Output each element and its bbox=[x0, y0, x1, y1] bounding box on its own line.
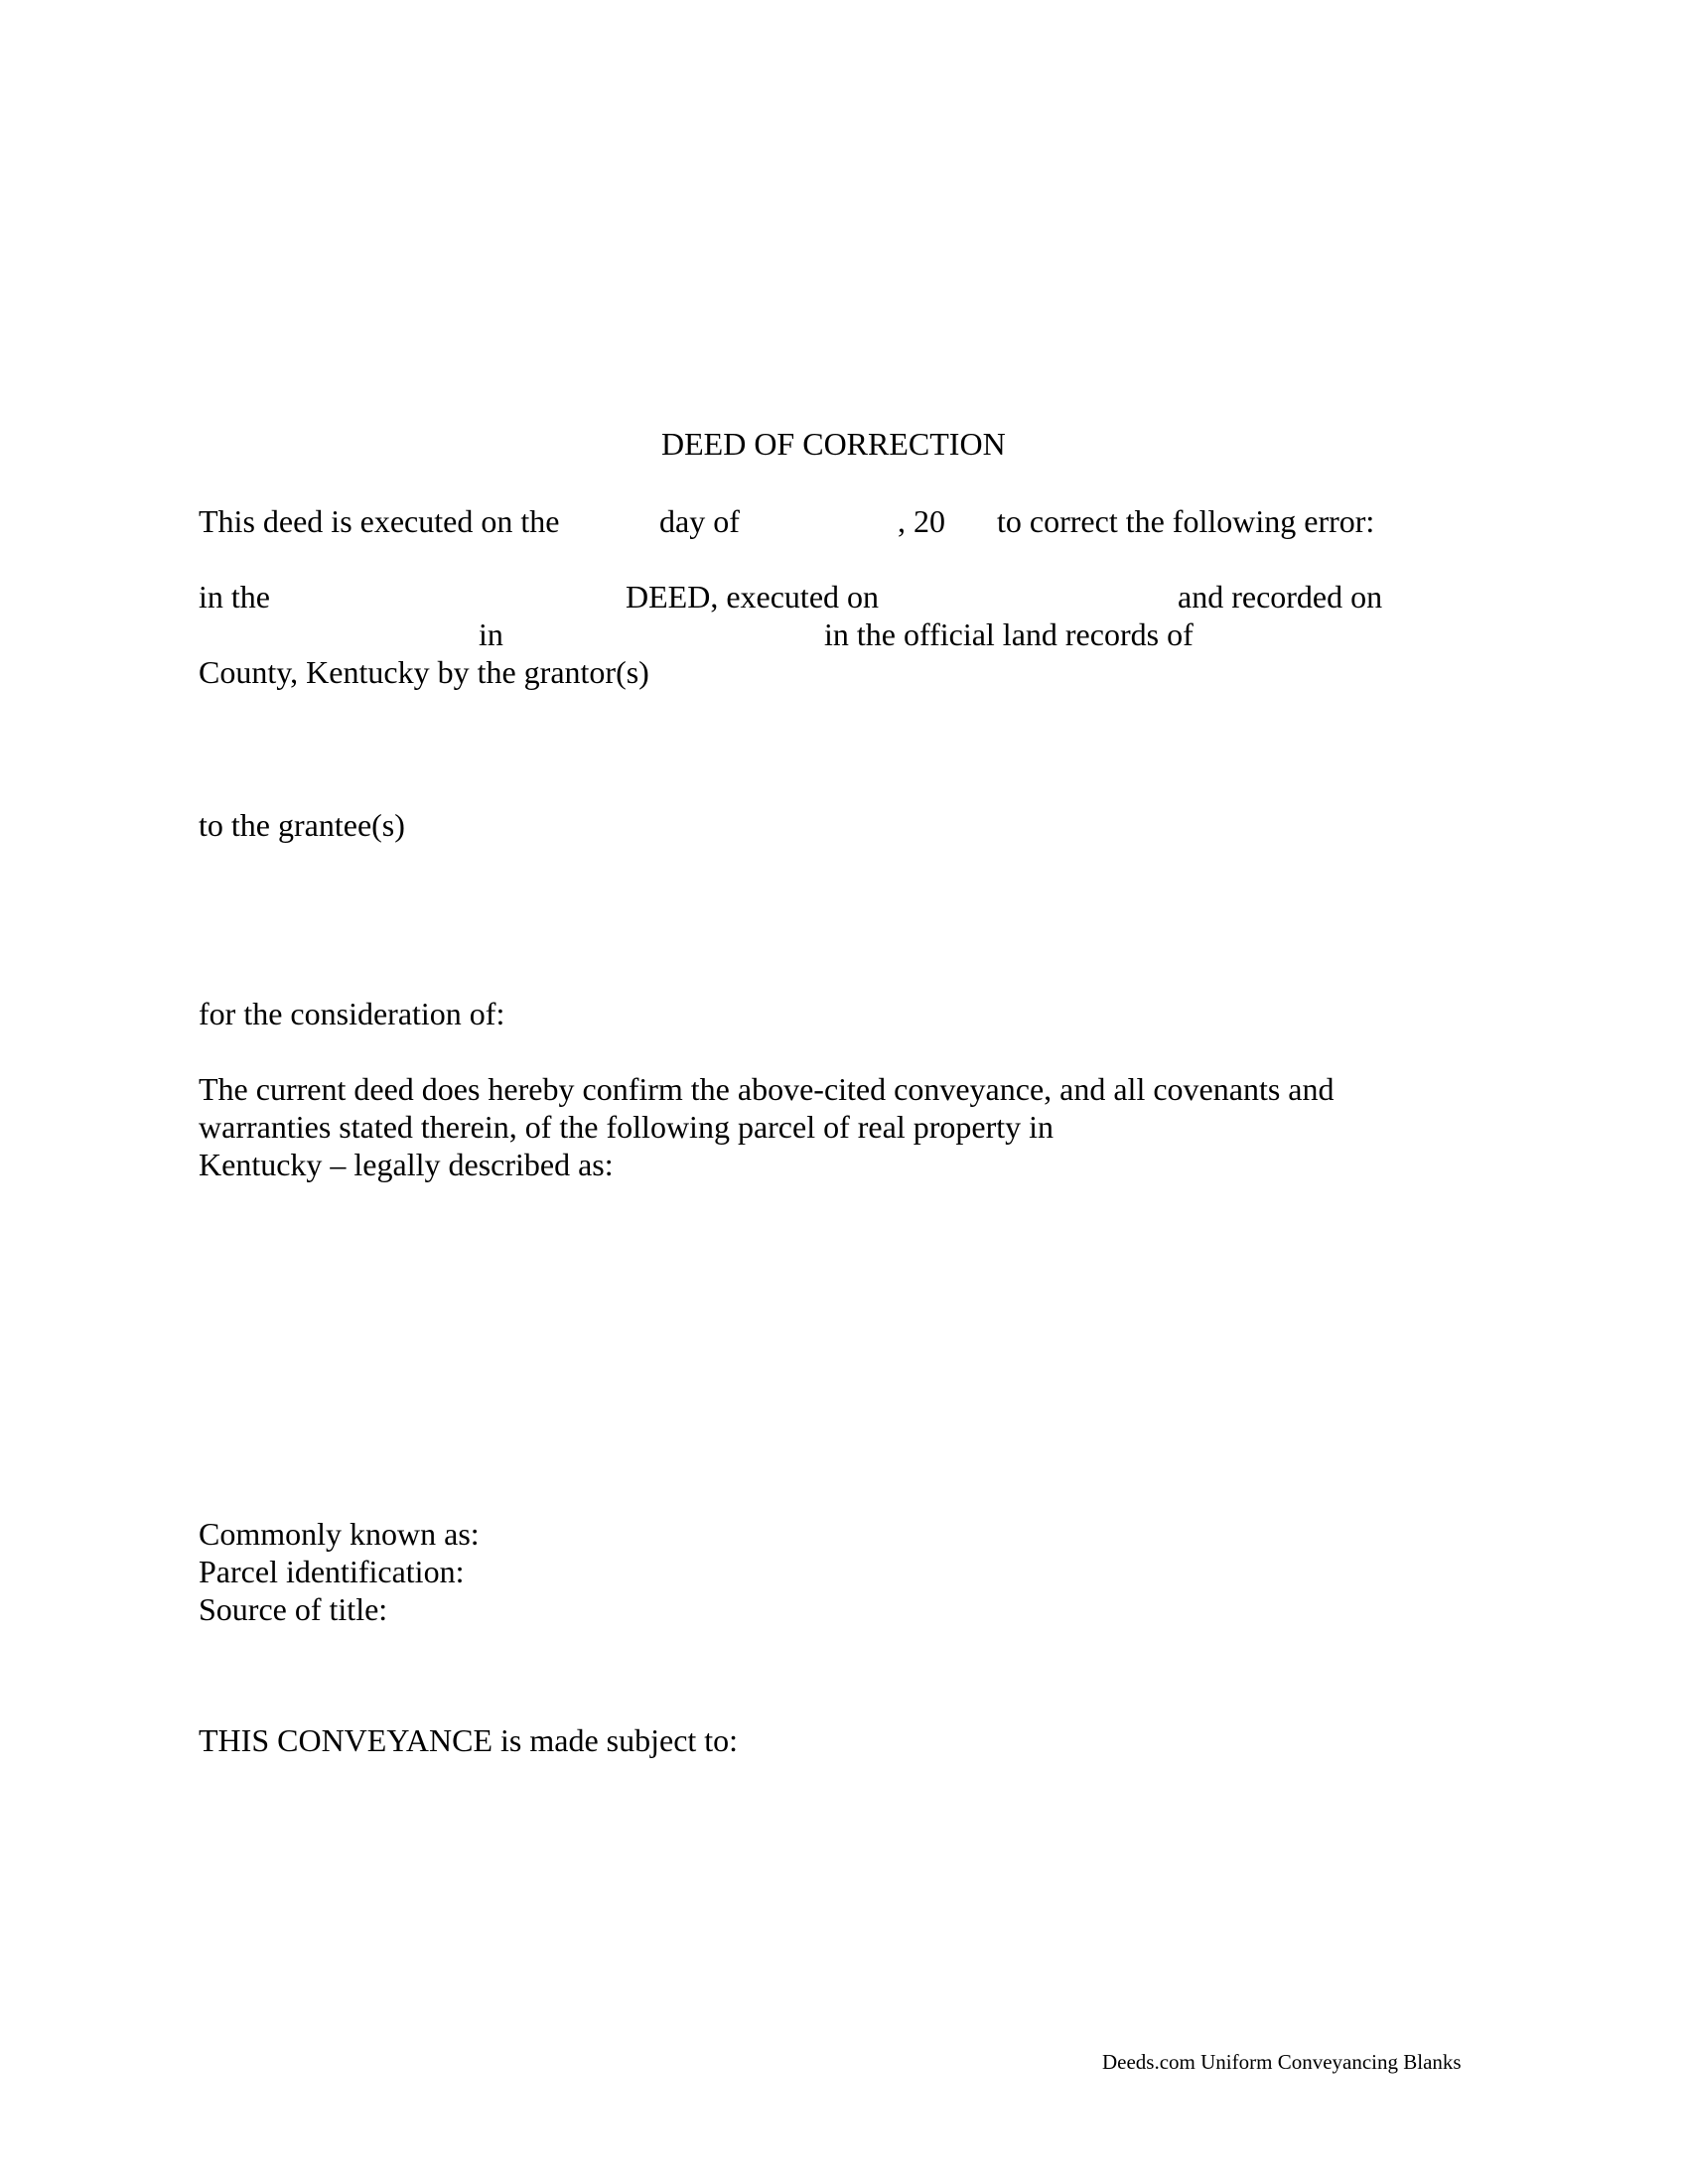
confirm-line-2: warranties stated therein, of the following parcel of real property in bbox=[199, 1109, 1054, 1145]
document-title: DEED OF CORRECTION bbox=[661, 426, 1006, 462]
deed-executed-on-label: DEED, executed on bbox=[626, 579, 880, 614]
in-the-label: in the bbox=[199, 579, 270, 614]
official-records-label: in the official land records of bbox=[824, 616, 1194, 652]
execution-date-label: This deed is executed on the bbox=[199, 503, 560, 539]
day-of-label: day of bbox=[659, 503, 740, 539]
correct-error-label: to correct the following error: bbox=[997, 503, 1375, 539]
recorded-on-label: and recorded on bbox=[1178, 579, 1383, 614]
grantee-label: to the grantee(s) bbox=[199, 807, 405, 843]
in-label: in bbox=[479, 616, 503, 652]
commonly-known-label: Commonly known as: bbox=[199, 1516, 480, 1552]
confirm-line-3: Kentucky – legally described as: bbox=[199, 1147, 614, 1182]
grantor-label: County, Kentucky by the grantor(s) bbox=[199, 654, 649, 690]
consideration-label: for the consideration of: bbox=[199, 996, 505, 1031]
year-prefix-label: , 20 bbox=[898, 503, 945, 539]
confirm-line-1: The current deed does hereby confirm the above-cited conveyance, and all covenants and bbox=[199, 1071, 1335, 1107]
subject-to-label: THIS CONVEYANCE is made subject to: bbox=[199, 1722, 739, 1758]
footer-text: Deeds.com Uniform Conveyancing Blanks bbox=[1102, 2050, 1462, 2074]
source-of-title-label: Source of title: bbox=[199, 1591, 388, 1627]
parcel-identification-label: Parcel identification: bbox=[199, 1554, 465, 1589]
